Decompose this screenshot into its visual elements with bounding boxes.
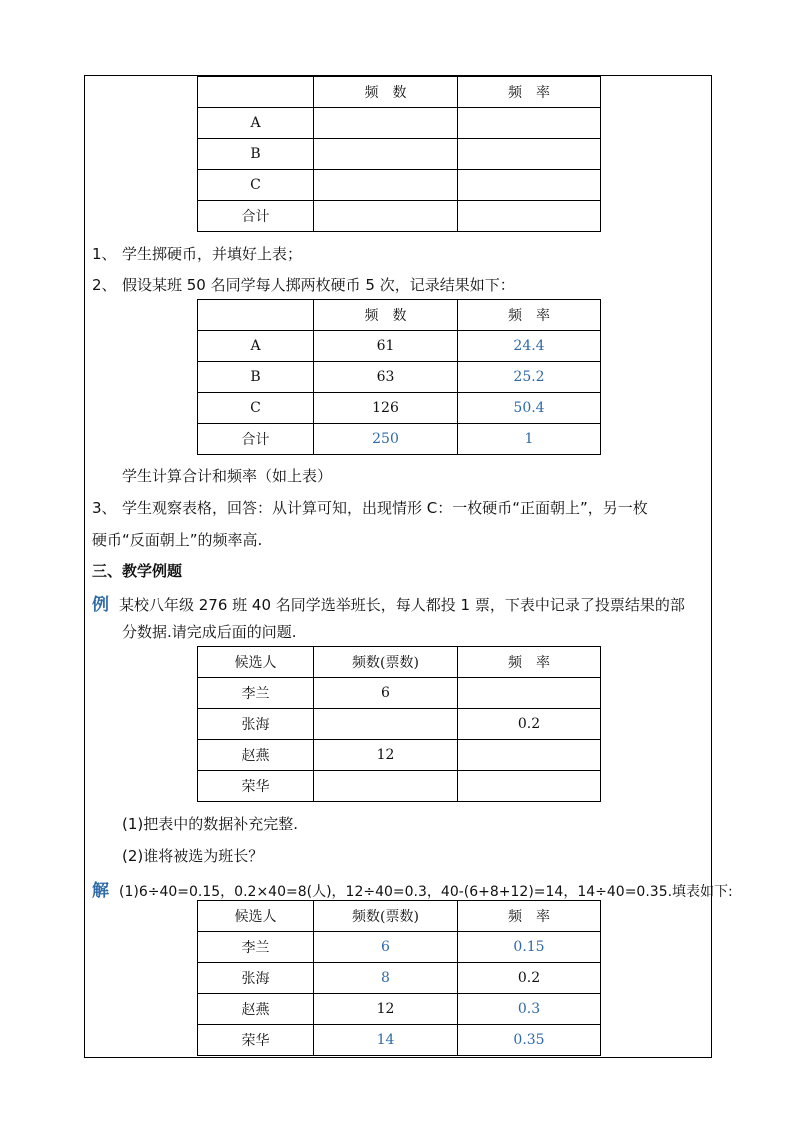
header-cell: 频 数 — [314, 300, 458, 331]
table-cell: 8 — [314, 963, 458, 994]
header-cell: 候选人 — [198, 647, 314, 678]
table-row — [198, 393, 601, 424]
table-cell — [314, 108, 458, 139]
step-number: 2、 — [92, 276, 117, 294]
table-cell: 合计 — [198, 424, 314, 455]
header-cell: 频 率 — [458, 901, 601, 932]
table-cell — [314, 201, 458, 232]
example-line-1 — [92, 590, 685, 615]
table-cell: A — [198, 331, 314, 362]
header-cell: 频 率 — [458, 300, 601, 331]
table-cell — [314, 170, 458, 201]
table-cell — [458, 771, 601, 802]
table-cell: 0.2 — [458, 709, 601, 740]
table-header-row — [198, 901, 601, 932]
table-row — [198, 139, 601, 170]
step-number: 1、 — [92, 245, 117, 263]
table-cell: 0.15 — [458, 932, 601, 963]
step-text: 学生观察表格，回答：从计算可知，出现情形 C：一枚硬币“正面朝上”，另一枚 — [122, 499, 648, 517]
table-header-row — [198, 77, 601, 108]
table-row — [198, 963, 601, 994]
question-2: (2)谁将被选为班长？ — [122, 847, 264, 865]
header-cell: 候选人 — [198, 901, 314, 932]
table-cell: 张海 — [198, 709, 314, 740]
table-row — [198, 170, 601, 201]
table-cell: A — [198, 108, 314, 139]
step-2 — [92, 274, 515, 295]
table-cell: 6 — [314, 932, 458, 963]
table-row — [198, 994, 601, 1025]
table-cell: 12 — [314, 740, 458, 771]
table-cell: 24.4 — [458, 331, 601, 362]
table-cell: C — [198, 393, 314, 424]
solution-text: (1)6÷40=0.15，0.2×40=8(人)，12÷40=0.3，40-(6+8+12)=14，14÷40=0.35.填表如下: — [119, 884, 733, 900]
table-cell: 荣华 — [198, 1025, 314, 1056]
table-cell: 荣华 — [198, 771, 314, 802]
table-cell: C — [198, 170, 314, 201]
table-row — [198, 740, 601, 771]
header-cell: 频数(票数) — [314, 647, 458, 678]
solution-label: 解 — [92, 881, 109, 901]
header-cell: 频 率 — [458, 77, 601, 108]
calc-note: 学生计算合计和频率（如上表） — [122, 467, 333, 485]
coin-table-results — [197, 299, 601, 455]
table-cell: B — [198, 362, 314, 393]
table-cell: 14 — [314, 1025, 458, 1056]
table-cell: 0.2 — [458, 963, 601, 994]
table-cell: 张海 — [198, 963, 314, 994]
table-cell — [314, 771, 458, 802]
coin-table-empty — [197, 76, 601, 232]
table-cell: 李兰 — [198, 678, 314, 709]
vote-table-complete — [197, 900, 601, 1056]
table-cell: 6 — [314, 678, 458, 709]
table-cell: 赵燕 — [198, 740, 314, 771]
table-cell: 63 — [314, 362, 458, 393]
table-cell: 25.2 — [458, 362, 601, 393]
question-1: (1)把表中的数据补充完整. — [122, 815, 299, 833]
header-cell — [198, 300, 314, 331]
table-cell — [458, 740, 601, 771]
header-cell — [198, 77, 314, 108]
step-number: 3、 — [92, 499, 117, 517]
table-cell: 61 — [314, 331, 458, 362]
table-cell: 合计 — [198, 201, 314, 232]
table-cell — [458, 201, 601, 232]
example-line-2: 分数据.请完成后面的问题. — [122, 623, 297, 641]
table-row — [198, 709, 601, 740]
table-header-row — [198, 647, 601, 678]
table-row — [198, 424, 601, 455]
table-cell: 赵燕 — [198, 994, 314, 1025]
table-row — [198, 331, 601, 362]
table-cell — [458, 108, 601, 139]
table-cell — [458, 139, 601, 170]
table-cell: 0.3 — [458, 994, 601, 1025]
table-row — [198, 932, 601, 963]
step-3 — [92, 497, 648, 518]
table-cell — [458, 170, 601, 201]
table-row — [198, 678, 601, 709]
header-cell: 频 率 — [458, 647, 601, 678]
table-cell: 126 — [314, 393, 458, 424]
example-label: 例 — [92, 595, 109, 615]
table-row — [198, 1025, 601, 1056]
table-cell — [314, 139, 458, 170]
table-row — [198, 108, 601, 139]
step-text: 假设某班 50 名同学每人掷两枚硬币 5 次，记录结果如下： — [122, 276, 515, 294]
step-3-continued: 硬币“反面朝上”的频率高. — [92, 531, 263, 549]
table-row — [198, 362, 601, 393]
table-cell: 1 — [458, 424, 601, 455]
step-1 — [92, 243, 302, 264]
solution-line — [92, 876, 733, 901]
example-text: 某校八年级 276 班 40 名同学选举班长，每人都投 1 票，下表中记录了投票结果的部 — [119, 596, 685, 614]
section-title: 三、教学例题 — [92, 562, 183, 580]
table-cell — [314, 709, 458, 740]
table-cell: B — [198, 139, 314, 170]
table-row — [198, 771, 601, 802]
header-cell: 频 数 — [314, 77, 458, 108]
vote-table-partial — [197, 646, 601, 802]
table-cell — [458, 678, 601, 709]
step-text: 学生掷硬币，并填好上表； — [122, 245, 303, 263]
table-cell: 12 — [314, 994, 458, 1025]
table-cell: 李兰 — [198, 932, 314, 963]
table-row — [198, 201, 601, 232]
table-header-row — [198, 300, 601, 331]
table-cell: 250 — [314, 424, 458, 455]
header-cell: 频数(票数) — [314, 901, 458, 932]
table-cell: 0.35 — [458, 1025, 601, 1056]
table-cell: 50.4 — [458, 393, 601, 424]
